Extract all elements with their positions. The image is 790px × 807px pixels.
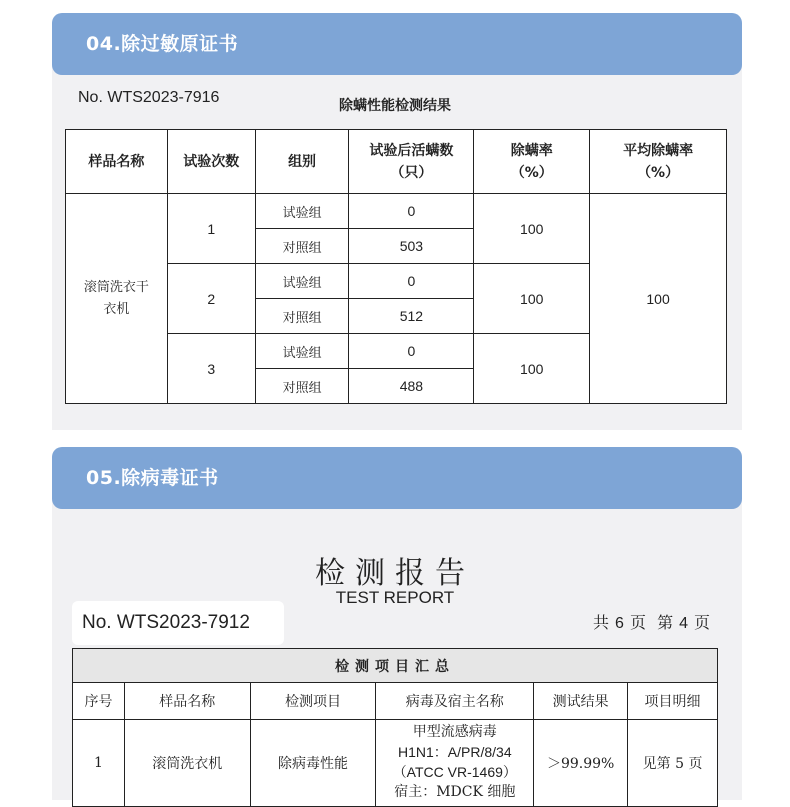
header-removal-rate: 除螨率 （%） [474, 130, 590, 194]
section2-banner-title: 05.除病毒证书 [86, 467, 219, 489]
count-cell: 512 [349, 299, 474, 334]
table-row [73, 720, 718, 807]
rate-cell: 100 [474, 264, 590, 334]
row-virus-host [376, 720, 534, 807]
virus-line: 甲型流感病毒 [412, 724, 497, 740]
count-cell: 0 [349, 194, 474, 229]
group-cell: 试验组 [255, 264, 349, 299]
col-virus-host: 病毒及宿主名称 [376, 683, 534, 720]
page-info [560, 610, 710, 633]
group-cell: 试验组 [255, 334, 349, 369]
page-total-prefix: 共 [593, 613, 610, 632]
report-subtitle: TEST REPORT [335, 588, 455, 607]
summary-title-row [73, 649, 718, 683]
trial-number: 2 [167, 264, 255, 334]
virus-line: H1N1：A/PR/8/34 [398, 744, 512, 760]
section1-banner [52, 13, 742, 75]
row-result: ＞99.99% [534, 720, 628, 807]
summary-title: 检测项目汇总 [73, 649, 718, 683]
count-cell: 0 [349, 264, 474, 299]
virus-line: （ATCC VR-1469） [392, 764, 517, 780]
virus-line: 宿主：MDCK 细胞 [394, 784, 516, 800]
header-group: 组别 [255, 130, 349, 194]
trial-number: 1 [167, 194, 255, 264]
report-title: 检测报告 [315, 556, 475, 591]
section1-banner-title: 04.除过敏原证书 [86, 33, 239, 55]
rate-cell: 100 [474, 334, 590, 404]
page-total-suffix: 页 [629, 613, 646, 632]
row-item: 除病毒性能 [250, 720, 376, 807]
row-sample: 滚筒洗衣机 [124, 720, 250, 807]
count-cell: 488 [349, 369, 474, 404]
section2-banner [52, 447, 742, 509]
section1-table-title: 除螨性能检测结果 [339, 98, 451, 114]
count-cell: 0 [349, 334, 474, 369]
section1-doc-no: No. WTS2023-7916 [78, 89, 220, 106]
mite-removal-table [65, 129, 727, 404]
col-sample-name: 样品名称 [124, 683, 250, 720]
row-detail: 见第 5 页 [628, 720, 718, 807]
rate-cell: 100 [474, 194, 590, 264]
header-avg-removal-rate: 平均除螨率 （%） [590, 130, 727, 194]
report-doc-no: No. WTS2023-7912 [72, 601, 284, 645]
page-current-prefix: 第 [657, 613, 674, 632]
avg-rate-cell: 100 [590, 194, 727, 404]
sample-name-cell: 滚筒洗衣干 衣机 [66, 194, 168, 404]
header-live-mites: 试验后活螨数 （只） [349, 130, 474, 194]
group-cell: 对照组 [255, 299, 349, 334]
col-result: 测试结果 [534, 683, 628, 720]
test-summary-table [72, 648, 718, 807]
table-row [66, 194, 727, 229]
count-cell: 503 [349, 229, 474, 264]
col-detail: 项目明细 [628, 683, 718, 720]
group-cell: 对照组 [255, 229, 349, 264]
page-total: 6 [615, 615, 624, 632]
row-index: 1 [73, 720, 125, 807]
group-cell: 试验组 [255, 194, 349, 229]
column-header-row [73, 683, 718, 720]
table-header-row [66, 130, 727, 194]
page-current-suffix: 页 [693, 613, 710, 632]
group-cell: 对照组 [255, 369, 349, 404]
trial-number: 3 [167, 334, 255, 404]
col-test-item: 检测项目 [250, 683, 376, 720]
header-sample-name: 样品名称 [66, 130, 168, 194]
col-index: 序号 [73, 683, 125, 720]
header-trial-count: 试验次数 [167, 130, 255, 194]
page-current: 4 [679, 615, 688, 632]
